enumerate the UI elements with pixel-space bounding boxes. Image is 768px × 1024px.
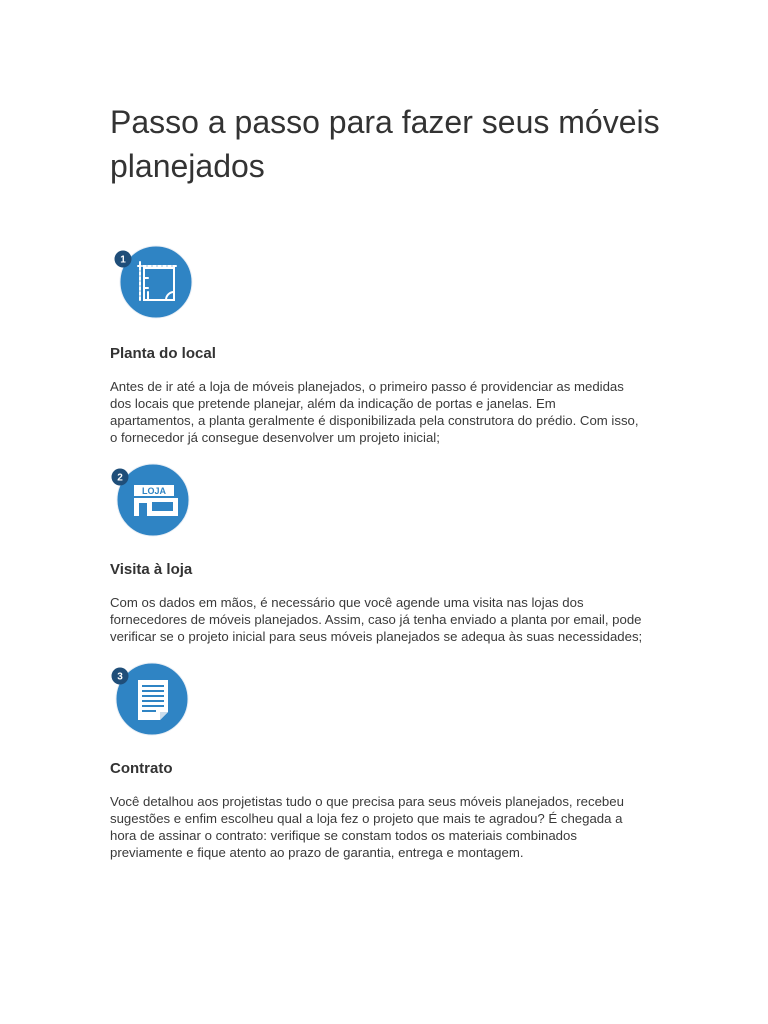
store-icon [110, 462, 200, 542]
step-text: Com os dados em mãos, é necessário que você agende uma visita nas lojas dos fornecedores de móveis planejados. Assim, caso já tenha enviado a planta por email, pode verificar se o projeto inicial para seus móveis planejados se adequa às suas necessidades; [110, 595, 643, 644]
floor-plan-icon [110, 244, 200, 324]
step-visita-a-loja [110, 462, 670, 644]
step-number-badge [111, 667, 129, 685]
step-text: Antes de ir até a loja de móveis planejados, o primeiro passo é providenciar as medidas dos locais que pretende planejar, além da indicação de portas e janelas. Em apartamentos, a planta geralmente é disponibilizada pela construtora do prédio. Com isso, o fornecedor já consegue desenvolver um projeto inicial; [110, 379, 639, 445]
store-sign-label: LOJA [141, 486, 167, 496]
step-heading: Visita à loja [110, 561, 193, 578]
svg-text:1: 1 [120, 254, 126, 266]
contract-document-icon [110, 660, 200, 740]
svg-text:2: 2 [117, 472, 123, 484]
step-heading: Contrato [110, 760, 173, 777]
step-number-badge [111, 468, 129, 486]
step-text: Você detalhou aos projetistas tudo o que precisa para seus móveis planejados, recebeu sugestões e enfim escolheu qual a loja fez o projeto que mais te agradou? É chegada a hora de assinar o contrato: verifique se constam todos os materiais combinados previamente e fique atento ao prazo de garantia, entrega e montagem. [110, 794, 624, 860]
step-number-badge [114, 250, 132, 268]
page-title: Passo a passo para fazer seus móveis planejados [110, 104, 660, 184]
step-contrato [110, 660, 670, 860]
step-heading: Planta do local [110, 345, 216, 362]
svg-text:3: 3 [117, 671, 123, 683]
step-planta-do-local [110, 244, 670, 445]
